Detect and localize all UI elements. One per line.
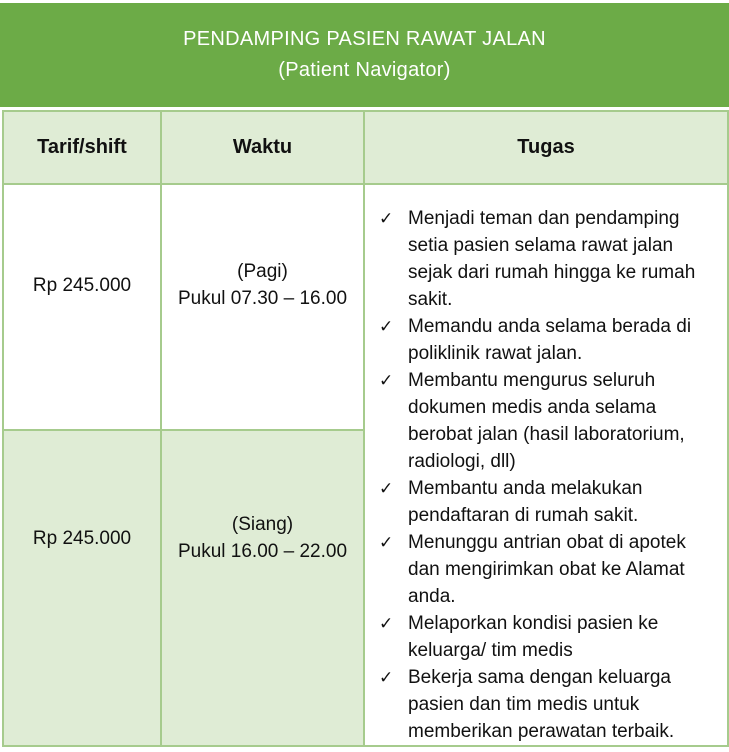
banner-title-line-1: PENDAMPING PASIEN RAWAT JALAN: [183, 28, 546, 50]
waktu-hours-siang: Pukul 16.00 – 22.00: [177, 541, 348, 563]
tugas-item-text: Melaporkan kondisi pasien ke keluarga/ tim medis: [408, 613, 659, 661]
tugas-item-text: Menjadi teman dan pendamping setia pasien selama rawat jalan sejak dari rumah hingga ke rumah sakit.: [408, 208, 696, 310]
tugas-item: [379, 313, 719, 367]
tugas-item: [379, 610, 719, 664]
tugas-item: [379, 664, 719, 745]
waktu-shift-siang: (Siang): [231, 514, 294, 536]
tarif-value-pagi: Rp 245.000: [32, 274, 132, 296]
waktu-shift-pagi: (Pagi): [237, 261, 288, 283]
banner-title-line-2: (Patient Navigator): [278, 59, 451, 81]
tugas-item-text: Memandu anda selama berada di poliklinik rawat jalan.: [408, 316, 692, 364]
title-banner: [0, 3, 729, 107]
tugas-item-text: Membantu mengurus seluruh dokumen medis anda selama berobat jalan (hasil laboratorium, radiologi, dll): [408, 370, 685, 472]
table-header-row: [3, 111, 728, 184]
waktu-cell-siang: [161, 430, 364, 746]
header-tugas: Tugas: [364, 111, 728, 184]
tugas-item-text: Menunggu antrian obat di apotek dan mengirimkan obat ke Alamat anda.: [408, 532, 686, 607]
tugas-item-text: Membantu anda melakukan pendaftaran di rumah sakit.: [408, 478, 643, 526]
price-table: [2, 110, 729, 747]
tarif-cell-siang: [3, 430, 161, 746]
header-waktu: Waktu: [161, 111, 364, 184]
header-tarif-shift: Tarif/shift: [3, 111, 161, 184]
checkmark-icon: ✓: [379, 209, 394, 228]
checkmark-icon: ✓: [379, 371, 394, 390]
table-row-pagi: [3, 184, 728, 430]
tugas-list: [379, 205, 719, 745]
tugas-cell: [364, 184, 728, 746]
checkmark-icon: ✓: [379, 533, 394, 552]
tugas-item-text: Bekerja sama dengan keluarga pasien dan tim medis untuk memberikan perawatan terbaik.: [408, 667, 675, 742]
tarif-cell-pagi: [3, 184, 161, 430]
tugas-item: [379, 205, 719, 313]
checkmark-icon: ✓: [379, 479, 394, 498]
checkmark-icon: ✓: [379, 668, 394, 687]
waktu-hours-pagi: Pukul 07.30 – 16.00: [177, 288, 348, 310]
checkmark-icon: ✓: [379, 317, 394, 336]
tugas-item: [379, 367, 719, 475]
tugas-item: [379, 529, 719, 610]
tugas-item: [379, 475, 719, 529]
waktu-cell-pagi: [161, 184, 364, 430]
tarif-value-siang: Rp 245.000: [32, 527, 132, 549]
checkmark-icon: ✓: [379, 614, 394, 633]
